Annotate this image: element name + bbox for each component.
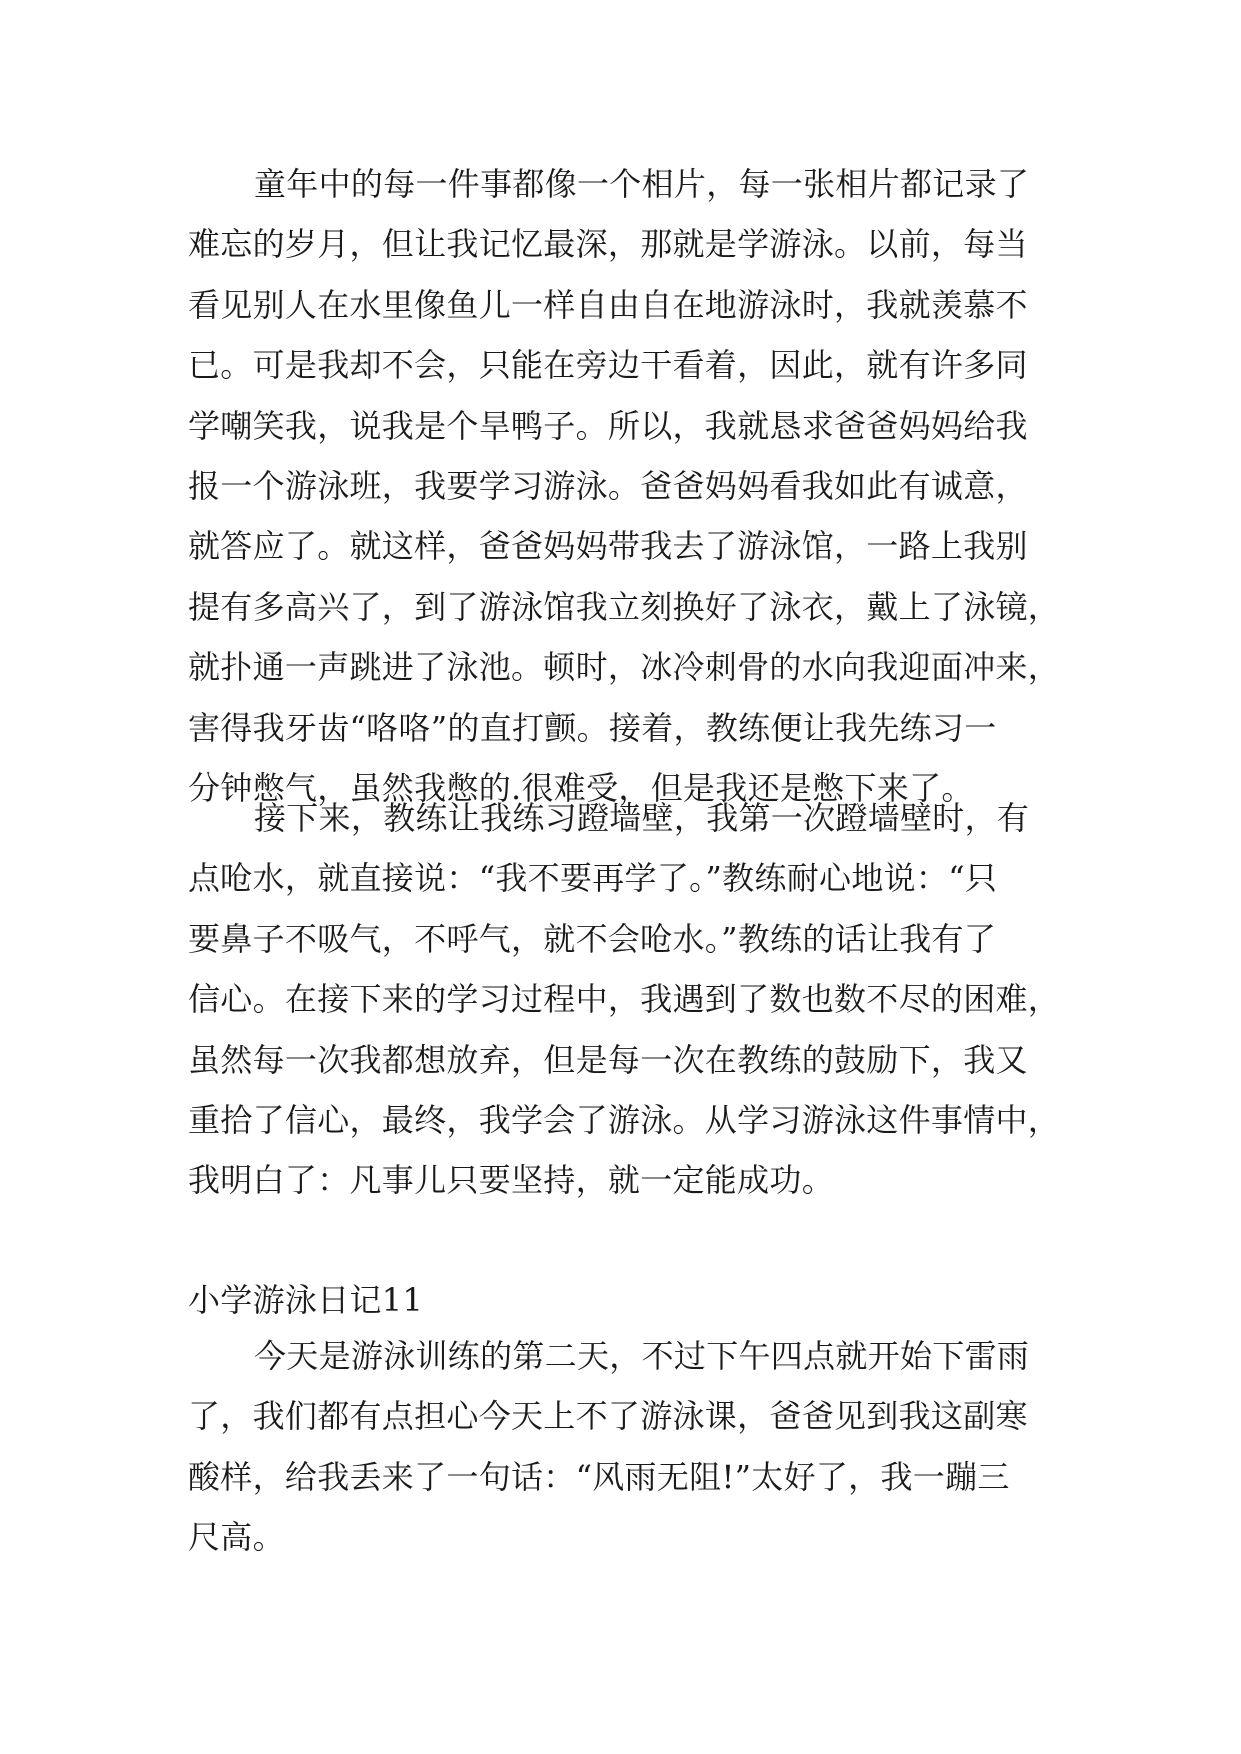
text-line: 报一个游泳班，我要学习游泳。爸爸妈妈看我如此有诚意， [188, 466, 1028, 505]
text-line: 要鼻子不吸气，不呼气，就不会呛水。”教练的话让我有了 [188, 919, 997, 958]
text-line: 重拾了信心，最终，我学会了游泳。从学习游泳这件事情中， [188, 1100, 1061, 1139]
paragraph-1 [188, 154, 1061, 818]
text-line: 信心。在接下来的学习过程中，我遇到了数也数不尽的困难， [188, 980, 1061, 1019]
heading-text: 小学游泳日记11 [188, 1281, 424, 1319]
text-line: 我明白了：凡事儿只要坚持，就一定能成功。 [188, 1161, 835, 1200]
text-line: 分钟憋气，虽然我憋的.很难受，但是我还是憋下来了。 [188, 768, 974, 807]
text-line: 害得我牙齿“咯咯”的直打颤。接着，教练便让我先练习一 [188, 708, 997, 747]
text-line: 尺高。 [188, 1518, 285, 1557]
text-line: 看见别人在水里像鱼儿一样自由自在地游泳时，我就羡慕不 [188, 285, 1028, 324]
section-heading [188, 1270, 1058, 1330]
text-line: 学嘲笑我，说我是个旱鸭子。所以，我就恳求爸爸妈妈给我 [188, 406, 1028, 445]
text-line: 了，我们都有点担心今天上不了游泳课，爸爸见到我这副寒 [188, 1397, 1028, 1436]
text-line: 就扑通一声跳进了泳池。顿时，冰冷刺骨的水向我迎面冲来， [188, 648, 1061, 687]
text-line: 酸样，给我丢来了一句话：“风雨无阻!”太好了，我一蹦三 [188, 1457, 1010, 1496]
text-line: 童年中的每一件事都像一个相片，每一张相片都记录了 [254, 165, 1030, 203]
text-line: 接下来，教练让我练习蹬墙壁，我第一次蹬墙壁时，有 [254, 799, 1030, 837]
text-line: 点呛水，就直接说：“我不要再学了。”教练耐心地说：“只 [188, 859, 998, 898]
paragraph-2 [188, 788, 1061, 1211]
text-line: 虽然每一次我都想放弃，但是每一次在教练的鼓励下，我又 [188, 1040, 1028, 1079]
paragraph-3 [188, 1326, 1058, 1568]
text-line: 难忘的岁月，但让我记忆最深，那就是学游泳。以前，每当 [188, 225, 1028, 264]
text-line: 就答应了。就这样，爸爸妈妈带我去了游泳馆，一路上我别 [188, 527, 1028, 566]
text-line: 已。可是我却不会，只能在旁边干看着，因此，就有许多同 [188, 346, 1028, 385]
text-line: 提有多高兴了，到了游泳馆我立刻换好了泳衣，戴上了泳镜， [188, 587, 1061, 626]
text-line: 今天是游泳训练的第二天，不过下午四点就开始下雷雨 [254, 1337, 1030, 1375]
